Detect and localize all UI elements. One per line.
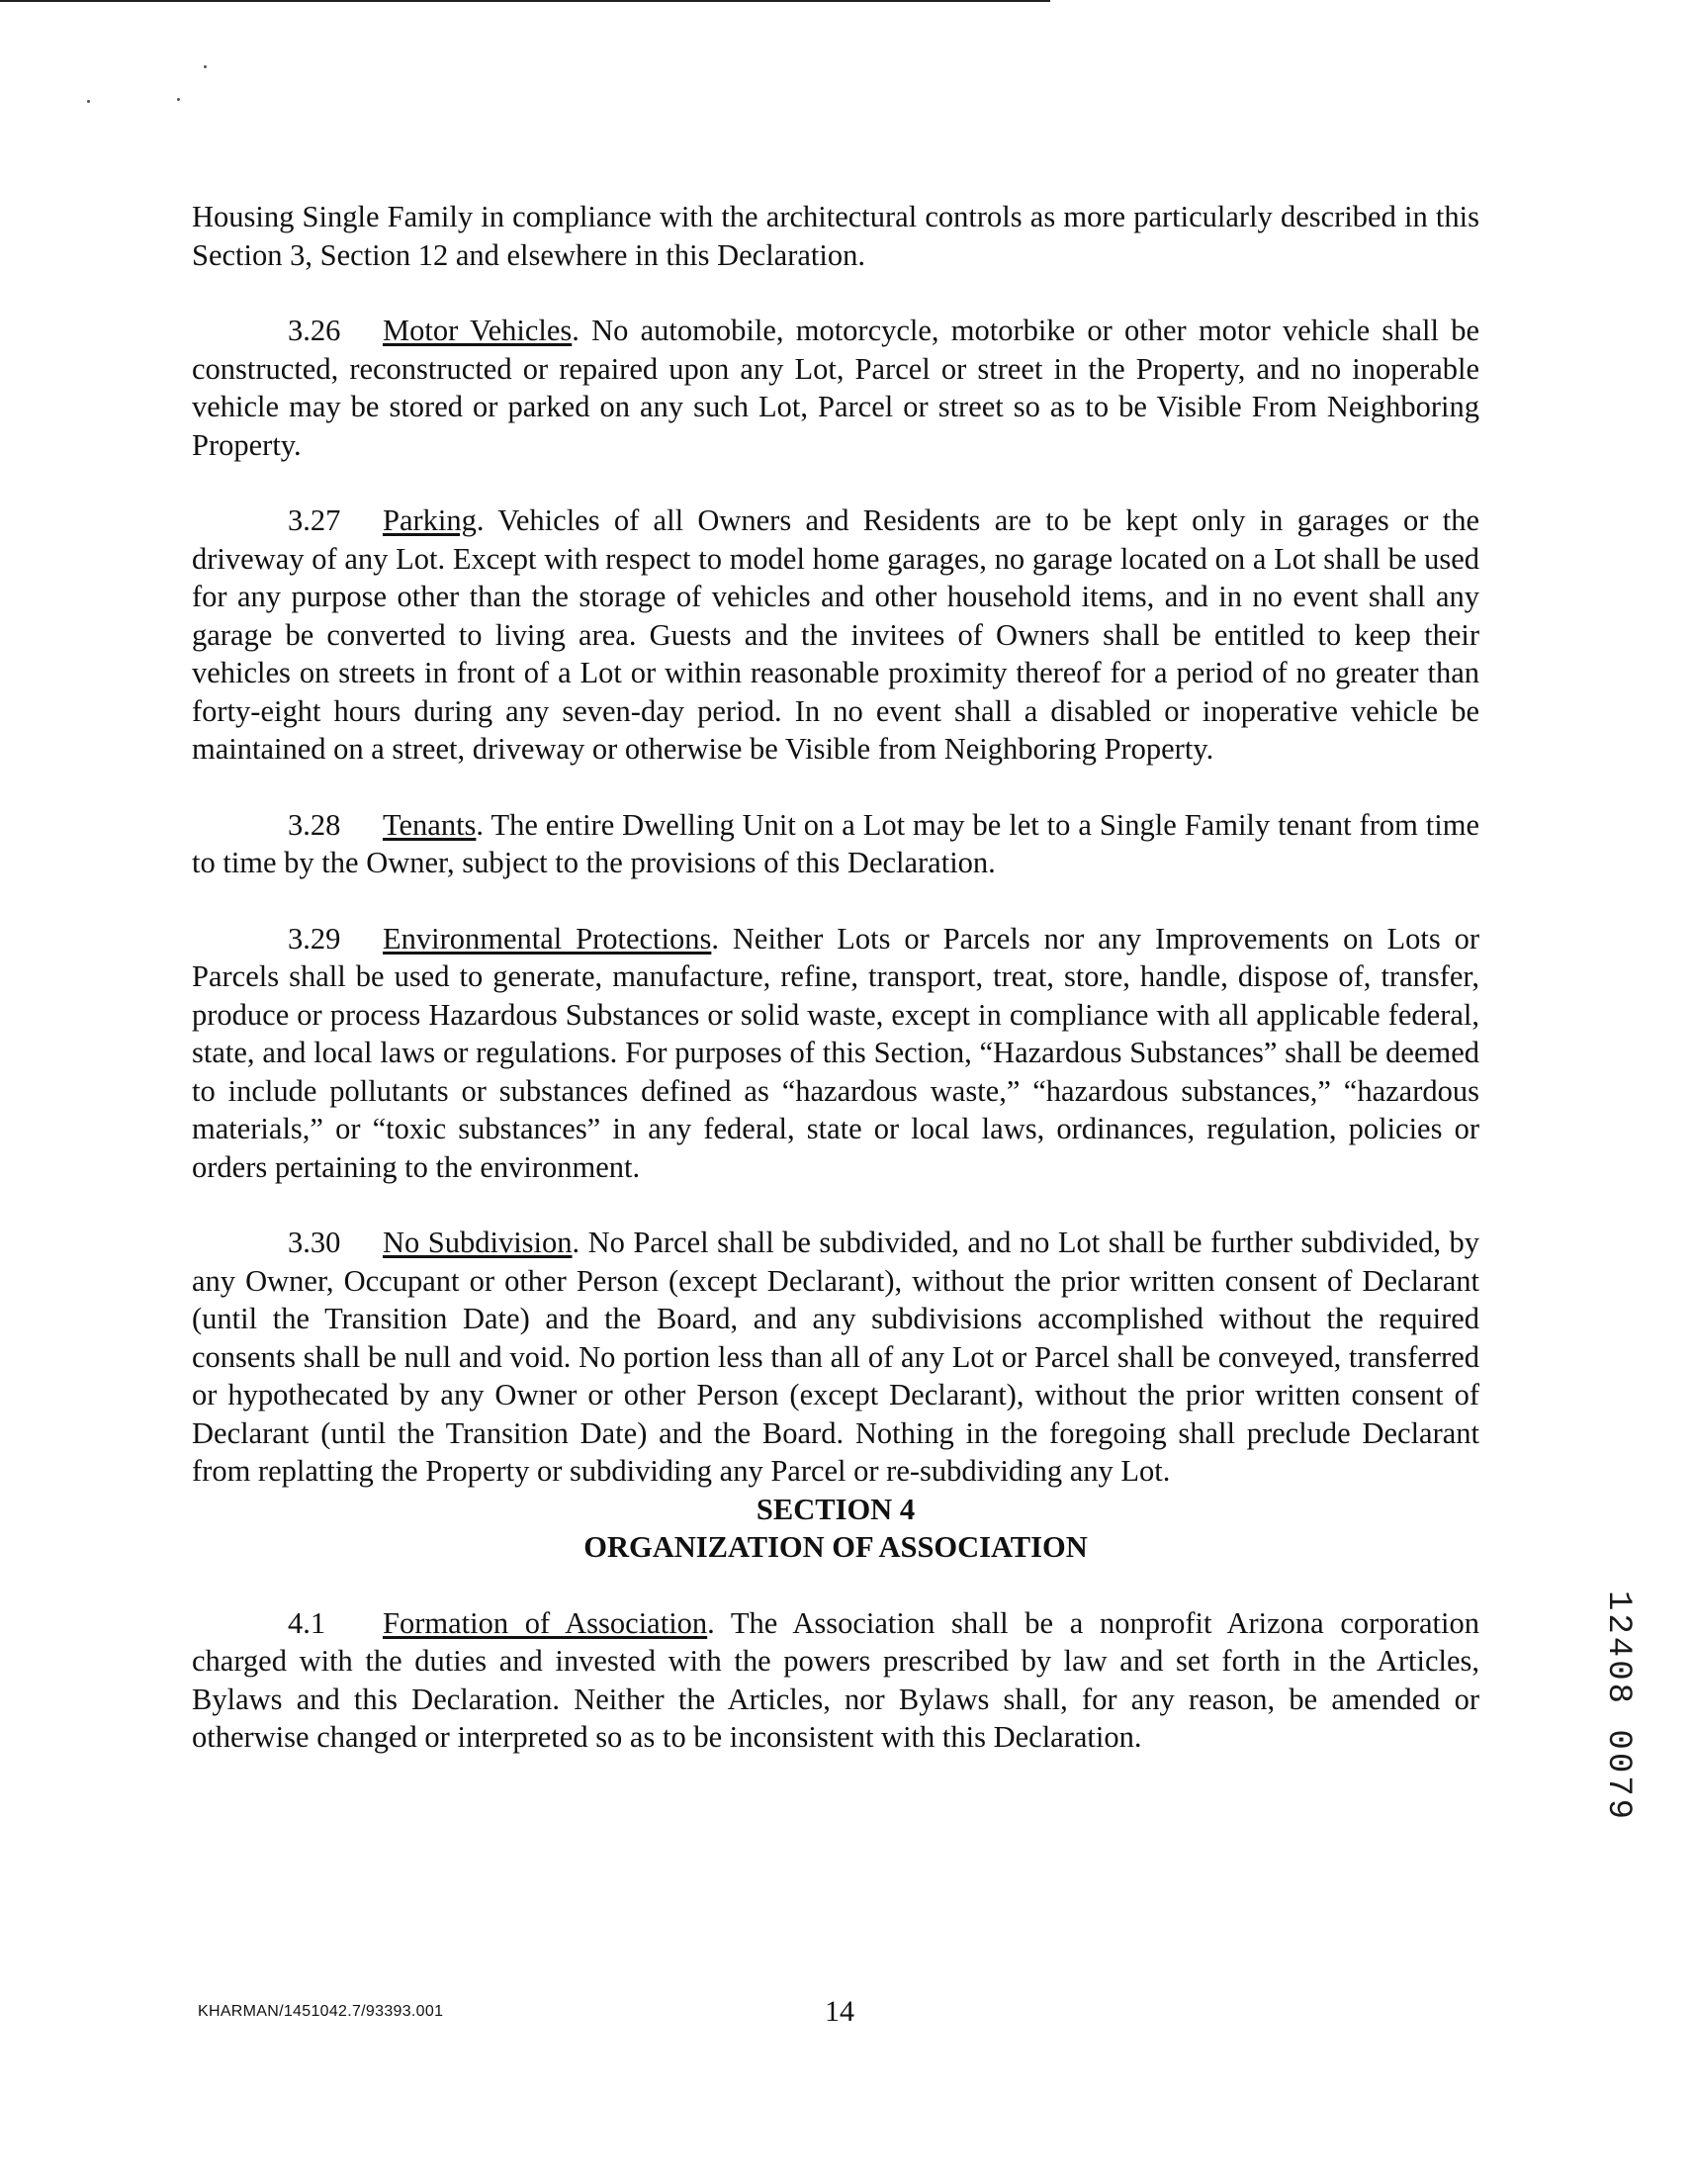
- recording-stamp: 12408 0079: [1599, 1591, 1637, 1823]
- section-title: Parking: [383, 503, 477, 537]
- page-number: 14: [825, 1995, 854, 2028]
- section-3-30: [192, 1224, 1479, 1491]
- section-subheading: ORGANIZATION OF ASSOCIATION: [583, 1530, 1088, 1564]
- section-3-26: [192, 312, 1479, 464]
- section-number: 3.29: [288, 921, 341, 956]
- scan-speck: [177, 98, 180, 101]
- section-4-1: [192, 1604, 1479, 1757]
- section-number: 3.30: [288, 1226, 341, 1259]
- section-body: . Neither Lots or Parcels nor any Improvements on Lots or Parcels shall be used to generate, manufacture, refine, transport, treat, store, handle, dispose of, transfer, produce or process Hazardous Substances or solid waste, except in compliance with all applicable federal, state, and local laws or regulations. For purposes of this Section, “Hazardous Substances” shall be deemed to include pollutants or substances defined as “hazardous waste,” “hazardous substances,” “hazardous materials,” or “toxic substances” in any federal, state or local laws, ordinances, regulation, policies or orders pertaining to the environment.: [192, 921, 1479, 1184]
- section-body: . No automobile, motorcycle, motorbike or other motor vehicle shall be constructed, reconstructed or repaired upon any Lot, Parcel or street in the Property, and no inoperable vehicle may be stored or parked on any such Lot, Parcel or street so as to be Visible From Neighboring Property.: [192, 314, 1479, 462]
- section-number: 3.27: [288, 503, 341, 537]
- section-body: . Vehicles of all Owners and Residents are to be kept only in garages or the driveway of any Lot. Except with respect to model home garages, no garage located on a Lot shall be used for any purpose other than the storage of vehicles and other household items, and in no event shall any garage be converted to living area. Guests and the invitees of Owners shall be entitled to keep their vehicles on streets in front of a Lot or within reasonable proximity thereof for a period of no greater than forty-eight hours during any seven-day period. In no event shall a disabled or inoperative vehicle be maintained on a street, driveway or otherwise be Visible from Neighboring Property.: [192, 503, 1479, 766]
- document-body: [192, 198, 1479, 1757]
- section-3-29: [192, 920, 1479, 1187]
- section-heading: SECTION 4: [756, 1492, 916, 1526]
- scan-speck: [204, 65, 207, 68]
- section-title: No Subdivision: [383, 1226, 573, 1259]
- section-title: Environmental Protections: [383, 921, 712, 956]
- section-3-28: [192, 806, 1479, 882]
- section-title: Tenants: [383, 807, 477, 842]
- section-body: . No Parcel shall be subdivided, and no Lot shall be further subdivided, by any Owner, Occupant or other Person (except Declarant), without the prior written consent of Declarant (until the Transition Date) and the Board, and any subdivisions accomplished without the required consents shall be null and void. No portion less than all of any Lot or Parcel shall be conveyed, transferred or hypothecated by any Owner or other Person (except Declarant), without the prior written consent of Declarant (until the Transition Date) and the Board. Nothing in the foregoing shall preclude Declarant from replatting the Property or subdividing any Parcel or re-subdividing any Lot.: [192, 1226, 1479, 1488]
- scan-speck: [87, 100, 90, 103]
- intro-paragraph: Housing Single Family in compliance with the architectural controls as more particularly described in this Section 3, Section 12 and elsewhere in this Declaration.: [192, 200, 1479, 272]
- top-border-line: [0, 0, 1050, 2]
- section-number: 3.26: [288, 314, 341, 347]
- section-number: 4.1: [288, 1605, 326, 1640]
- section-number: 3.28: [288, 807, 341, 842]
- section-3-27: [192, 501, 1479, 769]
- section-title: Motor Vehicles: [383, 314, 573, 347]
- footer-document-id: KHARMAN/1451042.7/93393.001: [198, 2003, 444, 2020]
- section-body: . The entire Dwelling Unit on a Lot may be let to a Single Family tenant from time to time by the Owner, subject to the provisions of this Declaration.: [192, 807, 1479, 879]
- section-body: . The Association shall be a nonprofit Arizona corporation charged with the duties and invested with the powers prescribed by law and set forth in the Articles, Bylaws and this Declaration. Neither the Articles, nor Bylaws shall, for any reason, be amended or otherwise changed or interpreted so as to be inconsistent with this Declaration.: [192, 1605, 1479, 1754]
- section-title: Formation of Association: [383, 1605, 708, 1640]
